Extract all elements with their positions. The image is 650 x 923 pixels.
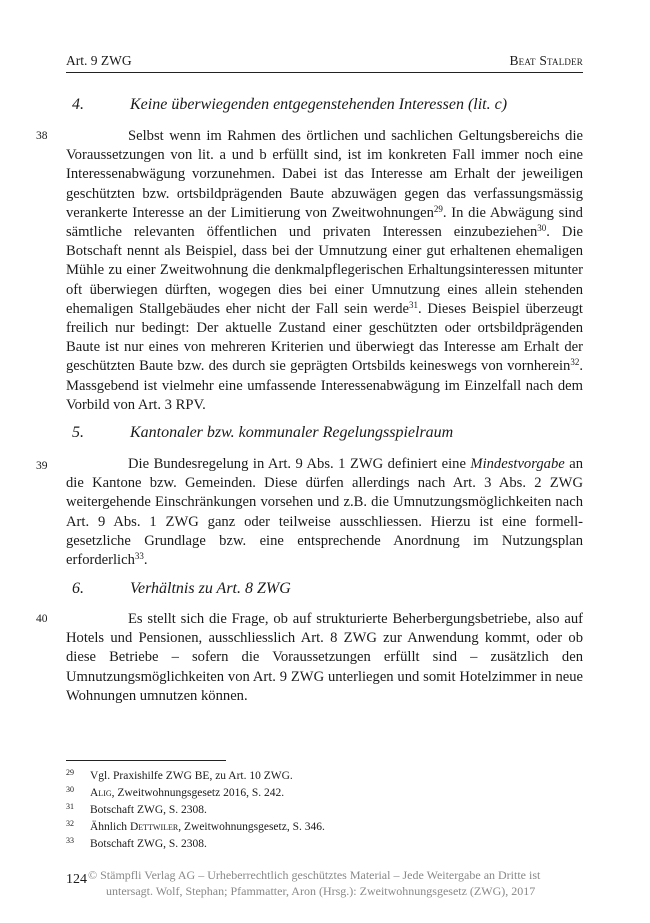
margin-number: 38 (36, 130, 48, 142)
section-title: Keine überwiegenden entgegenstehenden Interessen (lit. c) (130, 96, 508, 113)
footnote-ref[interactable]: 32 (570, 357, 580, 368)
footnote-33: 33 Botschaft ZWG, S. 2308. (66, 836, 207, 850)
section-number: 6. (72, 580, 84, 597)
paragraph-38: Selbst wenn im Rahmen des örtlichen und sachlichen Geltungsbereichs die Voraussetzungen von lit. a und b erfüllt sind, ist im konkreten Fall immer noch eine Interessenabwägung vorzunehmen. Dabei ist das Interesse am Erhalt der jeweiligen geschützten bzw. ortsbildprägenden Baute abzuwägen gegen das verfassungsmässig verankerte Interesse an der Limitierung von Zweitwohnungen$^{29}$. In die Abwägung sind sämtliche relevanten öffentlichen und privaten Interessen einzubeziehen$^{30}$. Die Botschaft nennt als Beispiel, dass bei der Umnutzung einer gut erhaltenen ehemaligen Mühle zu einer Zweitwohnung die denkmalpflegerischen Erhaltungsinteressen mitunter oft überwiegen dürften, wogegen dies bei einer Umnutzung eines allein stehenden ehemaligen Stallgebäudes eher nicht der Fall sein werde$^{31}$. Dieses Beispiel überzeugt freilich nur bedingt: Der aktuelle Zustand einer geschützten oder ortsbildprägenden Baute ist nur eines von mehreren Kriterien und überwiegt das Interesse am Erhalt der geschützten Baute bzw. des durch sie geprägten Ortsbilds keineswegs von vornherein$^{32}$. Massgebend ist vielmehr eine umfassende Interessenabwägung im Einzelfall nach dem Vorbild von Art. 3 RPV. (66, 128, 583, 413)
section-heading-5 (72, 424, 453, 442)
section-title: Verhältnis zu Art. 8 ZWG (130, 580, 291, 597)
section-heading-6 (72, 580, 291, 598)
footnote-separator (66, 760, 226, 761)
copyright-notice: © Stämpfli Verlag AG – Urheberrechtlich geschütztes Material – Jede Weitergabe an Dritte ist untersagt. Wolf, Stephan; Pfammatter, Aron (Hrsg.): Zweitwohnungsgesetz (ZWG), 2017 (88, 868, 541, 898)
section-title: Kantonaler bzw. kommunaler Regelungsspielraum (130, 424, 454, 441)
footnote-29: 29 Vgl. Praxishilfe ZWG BE, zu Art. 10 ZWG. (66, 768, 293, 782)
footnote-30: 30 Alig, Zweitwohnungsgesetz 2016, S. 242. (66, 785, 285, 799)
footnote-ref[interactable]: 31 (408, 299, 418, 310)
margin-number: 39 (36, 460, 48, 472)
section-heading-4 (72, 96, 507, 114)
paragraph-40: Es stellt sich die Frage, ob auf strukturierte Beherbergungsbetriebe, also auf Hotels und Pensionen, ausschliesslich Art. 8 ZWG zur Anwendung kommt, oder ob diese Betriebe – sofern die Voraussetzungen erfüllt sind – zusätzlich den Umnutzungsmöglichkeiten von Art. 9 ZWG unterliegen und somit Hotelzimmer in neue Wohnungen umnutzen können. (66, 611, 583, 704)
footnote-32: 32 Ähnlich Dettwiler, Zweitwohnungsgesetz, S. 346. (66, 819, 325, 833)
margin-number: 40 (36, 613, 48, 625)
footnote-31: 31 Botschaft ZWG, S. 2308. (66, 802, 207, 816)
page-number: 124 (66, 872, 87, 887)
running-header (66, 52, 583, 73)
footnote-ref[interactable]: 30 (537, 223, 547, 234)
header-author: Beat Stalder (509, 53, 583, 68)
section-number: 5. (72, 424, 84, 441)
footnote-ref[interactable]: 33 (134, 551, 144, 562)
paragraph-39: Die Bundesregelung in Art. 9 Abs. 1 ZWG definiert eine Mindestvorgabe an die Kantone bzw. Gemeinden. Diese dürfen allerdings nach Art. 3 Abs. 2 ZWG weitergehende Einschränkungen vorsehen und z.B. die Umnutzungsmöglichkeiten nach Art. 9 Abs. 1 ZWG ganz oder teilweise ausschliessen. Hierzu ist eine formell-gesetzliche Grundlage bzw. eine entsprechende Anordnung im Nutzungsplan erforderlich$^{33}$. (66, 456, 583, 569)
header-article: Art. 9 ZWG (66, 53, 132, 68)
footnote-ref[interactable]: 29 (433, 203, 443, 214)
section-number: 4. (72, 96, 84, 113)
